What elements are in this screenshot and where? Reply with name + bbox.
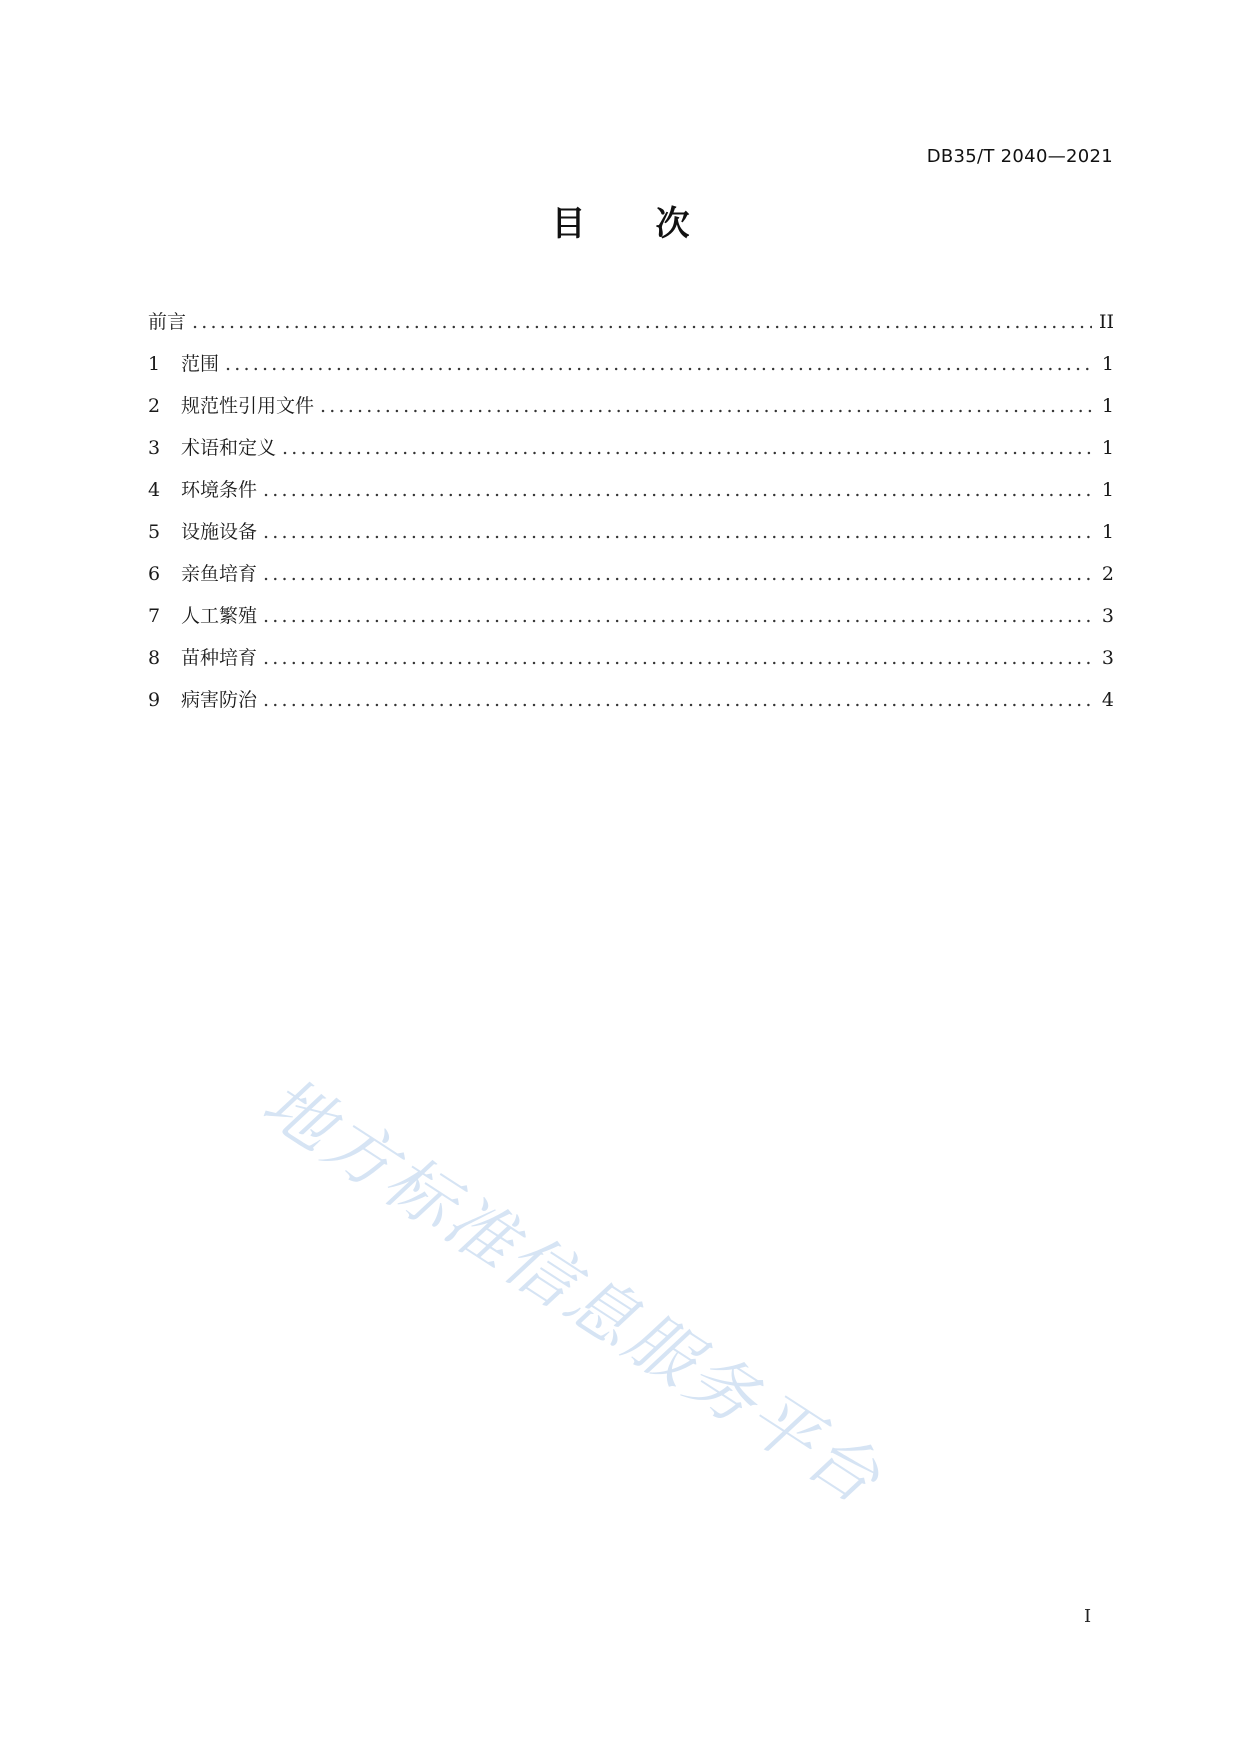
toc-entry-label: 亲鱼培育 xyxy=(181,563,258,585)
toc-entry-number: 4 xyxy=(148,479,161,501)
toc-entry-number: 8 xyxy=(148,647,161,669)
toc-leader-dots xyxy=(192,311,1092,333)
watermark: 地方标准信息服务平台 xyxy=(248,1062,896,1521)
toc-entry-number: 3 xyxy=(148,437,161,459)
toc-entry-1[interactable] xyxy=(148,349,1114,391)
toc-entry-label: 范围 xyxy=(181,353,220,375)
toc-entry-page: 3 xyxy=(1101,647,1114,669)
toc-leader-dots xyxy=(263,521,1092,543)
toc-entry-number: 7 xyxy=(148,605,161,627)
toc-leader-dots xyxy=(225,353,1092,375)
toc-entry-label: 前言 xyxy=(148,311,187,333)
toc-leader-dots xyxy=(282,437,1092,459)
toc-entry-number: 9 xyxy=(148,689,161,711)
toc-entry-label: 病害防治 xyxy=(181,689,258,711)
toc-entry-page: 1 xyxy=(1101,353,1114,375)
toc-entry-label: 规范性引用文件 xyxy=(181,395,315,417)
toc-leader-dots xyxy=(263,647,1092,669)
page-number: I xyxy=(1084,1606,1092,1627)
toc-entry-number: 5 xyxy=(148,521,161,543)
toc-leader-dots xyxy=(320,395,1092,417)
toc-leader-dots xyxy=(263,605,1092,627)
toc-entry-number: 6 xyxy=(148,563,161,585)
toc-entry-4[interactable] xyxy=(148,475,1114,517)
page-title-char-1: 目 xyxy=(551,204,586,244)
toc-entry-page: 1 xyxy=(1101,521,1114,543)
page-title xyxy=(0,196,1241,245)
toc-entry-page: 4 xyxy=(1101,689,1114,711)
toc-entry-page: 1 xyxy=(1101,437,1114,459)
page-title-char-2: 次 xyxy=(655,204,690,244)
toc-entry-label: 环境条件 xyxy=(181,479,258,501)
toc-entry-label: 设施设备 xyxy=(181,521,258,543)
toc-entry-label: 术语和定义 xyxy=(181,437,277,459)
toc-entry-page: II xyxy=(1098,311,1114,333)
toc-entry-page: 1 xyxy=(1101,395,1114,417)
toc-entry-number: 2 xyxy=(148,395,161,417)
toc-entry-5[interactable] xyxy=(148,517,1114,559)
toc-entry-8[interactable] xyxy=(148,643,1114,685)
toc-entry-9[interactable] xyxy=(148,685,1114,727)
toc-entry-page: 3 xyxy=(1101,605,1114,627)
toc-entry-3[interactable] xyxy=(148,433,1114,475)
toc-entry-foreword[interactable] xyxy=(148,307,1114,349)
toc-entry-6[interactable] xyxy=(148,559,1114,601)
toc-entry-label: 人工繁殖 xyxy=(181,605,258,627)
toc-leader-dots xyxy=(263,563,1092,585)
toc-entry-label: 苗种培育 xyxy=(181,647,258,669)
toc-leader-dots xyxy=(263,689,1092,711)
standard-code: DB35/T 2040—2021 xyxy=(926,146,1113,167)
toc-entry-number: 1 xyxy=(148,353,161,375)
toc-entry-2[interactable] xyxy=(148,391,1114,433)
toc-leader-dots xyxy=(263,479,1092,501)
table-of-contents xyxy=(148,307,1114,727)
toc-entry-page: 2 xyxy=(1101,563,1114,585)
toc-entry-7[interactable] xyxy=(148,601,1114,643)
toc-entry-page: 1 xyxy=(1101,479,1114,501)
